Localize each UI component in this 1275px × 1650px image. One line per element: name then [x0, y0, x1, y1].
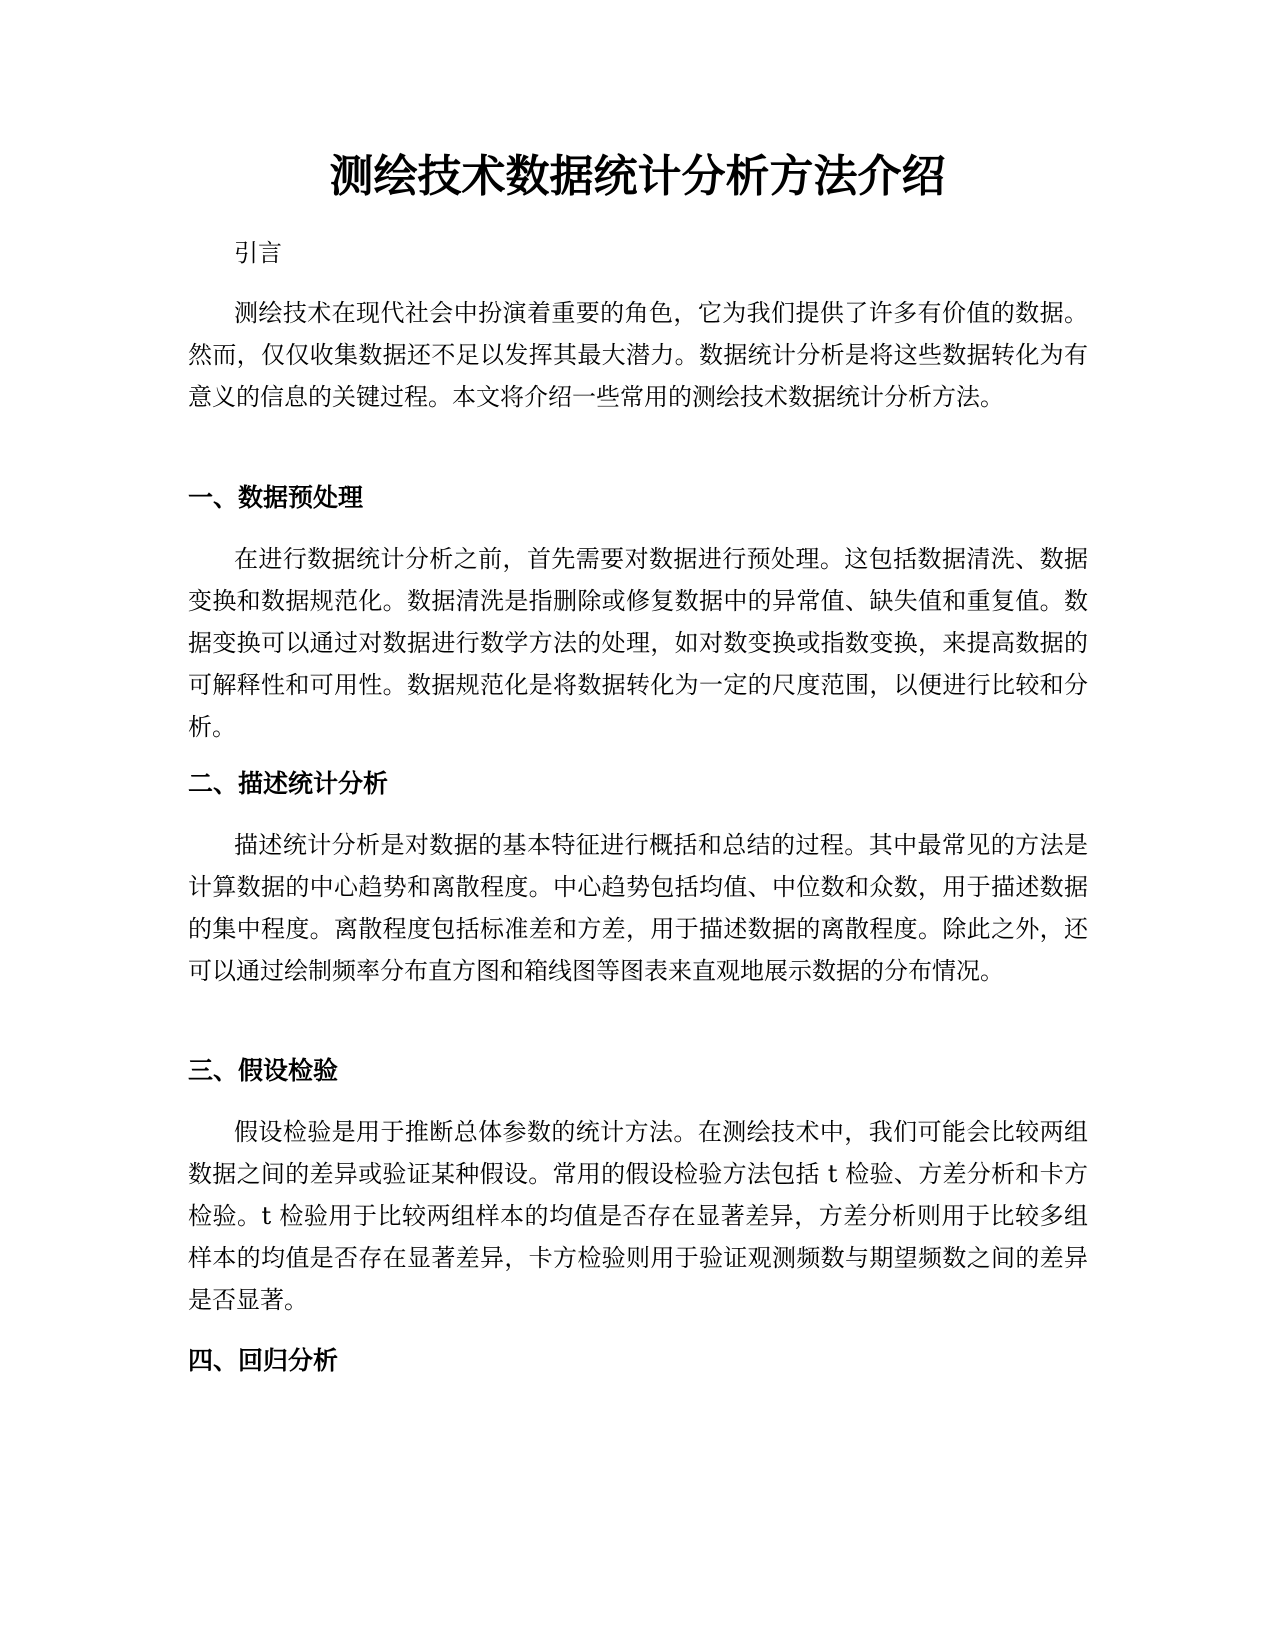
section-heading-descriptive-statistics: 二、描述统计分析	[188, 769, 389, 798]
section-heading-hypothesis-testing: 三、假设检验	[188, 1056, 339, 1085]
intro-heading: 引言	[234, 239, 282, 267]
intro-paragraph: 测绘技术在现代社会中扮演着重要的角色，它为我们提供了许多有价值的数据。然而，仅仅收集数据还不足以发挥其最大潜力。数据统计分析是将这些数据转化为有意义的信息的关键过程。本文将介绍一些常用的测绘技术数据统计分析方法。	[188, 299, 1088, 411]
section-paragraph-descriptive-statistics: 描述统计分析是对数据的基本特征进行概括和总结的过程。其中最常见的方法是计算数据的中心趋势和离散程度。中心趋势包括均值、中位数和众数，用于描述数据的集中程度。离散程度包括标准差和方差，用于描述数据的离散程度。除此之外，还可以通过绘制频率分布直方图和箱线图等图表来直观地展示数据的分布情况。	[188, 831, 1088, 985]
section-heading-regression: 四、回归分析	[188, 1346, 339, 1375]
section-paragraph-hypothesis-testing: 假设检验是用于推断总体参数的统计方法。在测绘技术中，我们可能会比较两组数据之间的差异或验证某种假设。常用的假设检验方法包括 t 检验、方差分析和卡方检验。t 检验用于比较两组样本的均值是否存在显著差异，方差分析则用于比较多组样本的均值是否存在显著差异，卡方检验则用于验证观测频数与期望频数之间的差异是否显著。	[188, 1118, 1088, 1314]
document-title: 测绘技术数据统计分析方法介绍	[329, 151, 946, 202]
section-paragraph-preprocessing: 在进行数据统计分析之前，首先需要对数据进行预处理。这包括数据清洗、数据变换和数据规范化。数据清洗是指删除或修复数据中的异常值、缺失值和重复值。数据变换可以通过对数据进行数学方法的处理，如对数变换或指数变换，来提高数据的可解释性和可用性。数据规范化是将数据转化为一定的尺度范围，以便进行比较和分析。	[188, 545, 1088, 741]
section-heading-preprocessing: 一、数据预处理	[188, 483, 364, 512]
